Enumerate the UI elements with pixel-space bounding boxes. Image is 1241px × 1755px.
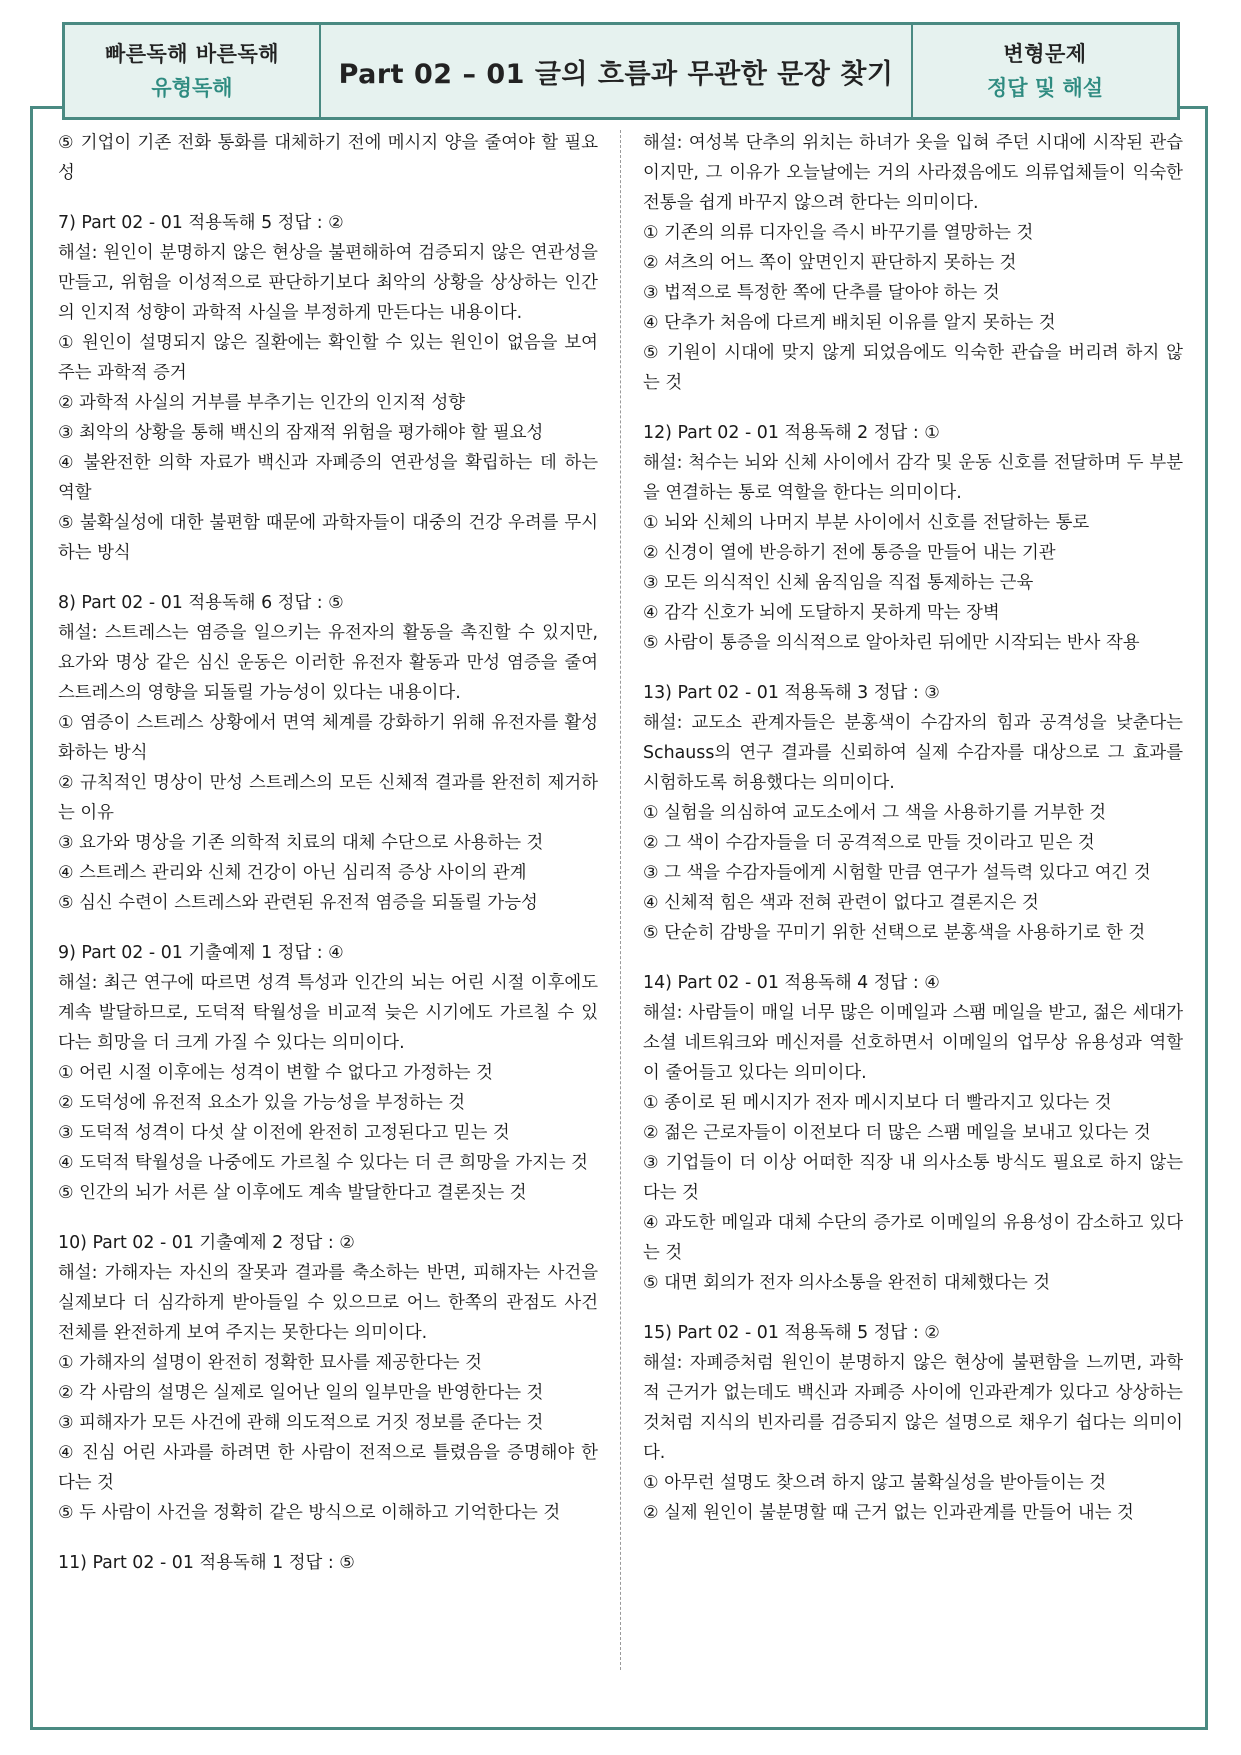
explanation-text: 해설: 스트레스는 염증을 일으키는 유전자의 활동을 촉진할 수 있지만, 요가와 명상 같은 심신 운동은 이러한 유전자 활동과 만성 염증을 줄여 스트레스의 영향을 되돌릴 가능성이 있다는 내용이다.	[58, 623, 598, 703]
answer-heading: 8) Part 02 - 01 적용독해 6 정답 : ⑤	[58, 593, 344, 613]
column-divider	[620, 130, 621, 1670]
choice-item: ③ 그 색을 수감자들에게 시험할 만큼 연구가 설득력 있다고 여긴 것	[643, 863, 1151, 883]
answer-heading: 13) Part 02 - 01 적용독해 3 정답 : ③	[643, 683, 940, 703]
page-title: Part 02 – 01 글의 흐름과 무관한 문장 찾기	[338, 58, 894, 90]
explanation-text: 해설: 교도소 관계자들은 분홍색이 수감자의 힘과 공격성을 낮춘다는 Schauss의 연구 결과를 신뢰하여 실제 수감자를 대상으로 그 효과를 시험하도록 허용했다는 의미이다.	[643, 713, 1183, 793]
answer-heading: 14) Part 02 - 01 적용독해 4 정답 : ④	[643, 973, 940, 993]
choice-item: ⑤ 두 사람이 사건을 정확히 같은 방식으로 이해하고 기억한다는 것	[58, 1503, 561, 1523]
explanation-text: 해설: 자폐증처럼 원인이 분명하지 않은 현상에 불편함을 느끼면, 과학적 근거가 없는데도 백신과 자폐증 사이에 인과관계가 있다고 상상하는 것처럼 지식의 빈자리를 검증되지 않은 설명으로 채우기 쉽다는 의미이다.	[643, 1353, 1183, 1463]
choice-item: ⑤ 불확실성에 대한 불편함 때문에 과학자들이 대중의 건강 우려를 무시하는 방식	[58, 513, 598, 563]
left-column	[58, 128, 598, 1578]
choice-item: ④ 과도한 메일과 대체 수단의 증가로 이메일의 유용성이 감소하고 있다는 것	[643, 1213, 1183, 1263]
choice-item: ① 원인이 설명되지 않은 질환에는 확인할 수 있는 원인이 없음을 보여 주는 과학적 증거	[58, 333, 598, 383]
choice-item: ③ 최악의 상황을 통해 백신의 잠재적 위험을 평가해야 할 필요성	[58, 423, 544, 443]
choice-item: ② 신경이 열에 반응하기 전에 통증을 만들어 내는 기관	[643, 543, 1056, 563]
answer-heading: 12) Part 02 - 01 적용독해 2 정답 : ①	[643, 423, 940, 443]
right-column	[643, 128, 1183, 1528]
choice-item: ⑤ 인간의 뇌가 서른 살 이후에도 계속 발달한다고 결론짓는 것	[58, 1183, 527, 1203]
explanation-text: 해설: 여성복 단추의 위치는 하녀가 옷을 입혀 주던 시대에 시작된 관습이지만, 그 이유가 오늘날에는 거의 사라졌음에도 의류업체들이 익숙한 전통을 쉽게 바꾸지 않으려 한다는 의미이다.	[643, 133, 1183, 213]
choice-item: ⑤ 단순히 감방을 꾸미기 위한 선택으로 분홍색을 사용하기로 한 것	[643, 923, 1146, 943]
choice-item: ⑤ 대면 회의가 전자 의사소통을 완전히 대체했다는 것	[643, 1273, 1051, 1293]
header-series-name: 빠른독해 바른독해	[104, 42, 280, 66]
answer-heading: 10) Part 02 - 01 기출예제 2 정답 : ②	[58, 1233, 355, 1253]
choice-item: ① 뇌와 신체의 나머지 부분 사이에서 신호를 전달하는 통로	[643, 513, 1090, 533]
choice-item: ④ 신체적 힘은 색과 전혀 관련이 없다고 결론지은 것	[643, 893, 1039, 913]
choice-item: ③ 도덕적 성격이 다섯 살 이전에 완전히 고정된다고 믿는 것	[58, 1123, 510, 1143]
choice-item: ① 아무런 설명도 찾으려 하지 않고 불확실성을 받아들이는 것	[643, 1473, 1107, 1493]
choice-item: ③ 모든 의식적인 신체 움직임을 직접 통제하는 근육	[643, 573, 1034, 593]
choice-item: ⑤ 기업이 기존 전화 통화를 대체하기 전에 메시지 양을 줄여야 할 필요성	[58, 133, 598, 183]
choice-item: ① 실험을 의심하여 교도소에서 그 색을 사용하기를 거부한 것	[643, 803, 1107, 823]
choice-item: ⑤ 심신 수련이 스트레스와 관련된 유전적 염증을 되돌릴 가능성	[58, 893, 538, 913]
choice-item: ④ 도덕적 탁월성을 나중에도 가르칠 수 있다는 더 큰 희망을 가지는 것	[58, 1153, 588, 1173]
explanation-text: 해설: 가해자는 자신의 잘못과 결과를 축소하는 반면, 피해자는 사건을 실제보다 더 심각하게 받아들일 수 있으므로 어느 한쪽의 관점도 사건 전체를 완전하게 보여 주지는 못한다는 의미이다.	[58, 1263, 598, 1343]
header-section	[913, 25, 1177, 117]
header-book-type: 유형독해	[151, 76, 233, 100]
choice-item: ① 염증이 스트레스 상황에서 면역 체계를 강화하기 위해 유전자를 활성화하는 방식	[58, 713, 598, 763]
answer-heading: 9) Part 02 - 01 기출예제 1 정답 : ④	[58, 943, 344, 963]
answer-heading: 7) Part 02 - 01 적용독해 5 정답 : ②	[58, 213, 344, 233]
choice-item: ② 그 색이 수감자들을 더 공격적으로 만들 것이라고 믿은 것	[643, 833, 1095, 853]
choice-item: ② 셔츠의 어느 쪽이 앞면인지 판단하지 못하는 것	[643, 253, 1017, 273]
choice-item: ② 실제 원인이 불분명할 때 근거 없는 인과관계를 만들어 내는 것	[643, 1503, 1134, 1523]
choice-item: ④ 단추가 처음에 다르게 배치된 이유를 알지 못하는 것	[643, 313, 1056, 333]
header-section-label: 정답 및 해설	[986, 76, 1104, 100]
choice-item: ⑤ 사람이 통증을 의식적으로 알아차린 뒤에만 시작되는 반사 작용	[643, 633, 1140, 653]
choice-item: ① 가해자의 설명이 완전히 정확한 묘사를 제공한다는 것	[58, 1353, 482, 1373]
choice-item: ③ 법적으로 특정한 쪽에 단추를 달아야 하는 것	[643, 283, 1000, 303]
choice-item: ③ 기업들이 더 이상 어떠한 직장 내 의사소통 방식도 필요로 하지 않는다는 것	[643, 1153, 1183, 1203]
choice-item: ② 젊은 근로자들이 이전보다 더 많은 스팸 메일을 보내고 있다는 것	[643, 1123, 1151, 1143]
choice-item: ⑤ 기원이 시대에 맞지 않게 되었음에도 익숙한 관습을 버리려 하지 않는 것	[643, 343, 1183, 393]
explanation-text: 해설: 사람들이 매일 너무 많은 이메일과 스팸 메일을 받고, 젊은 세대가 소셜 네트워크와 메신저를 선호하면서 이메일의 업무상 유용성과 역할이 줄어들고 있다는 의미이다.	[643, 1003, 1183, 1083]
header-book-title	[65, 25, 321, 117]
choice-item: ④ 스트레스 관리와 신체 건강이 아닌 심리적 증상 사이의 관계	[58, 863, 527, 883]
page-header	[62, 22, 1180, 120]
choice-item: ① 어린 시절 이후에는 성격이 변할 수 없다고 가정하는 것	[58, 1063, 493, 1083]
choice-item: ④ 감각 신호가 뇌에 도달하지 못하게 막는 장벽	[643, 603, 1000, 623]
explanation-text: 해설: 원인이 분명하지 않은 현상을 불편해하여 검증되지 않은 연관성을 만들고, 위험을 이성적으로 판단하기보다 최악의 상황을 상상하는 인간의 인지적 성향이 과학적 사실을 부정하게 만든다는 내용이다.	[58, 243, 598, 323]
choice-item: ② 각 사람의 설명은 실제로 일어난 일의 일부만을 반영한다는 것	[58, 1383, 544, 1403]
choice-item: ③ 요가와 명상을 기존 의학적 치료의 대체 수단으로 사용하는 것	[58, 833, 544, 853]
header-chapter	[321, 25, 913, 117]
header-section-type: 변형문제	[1003, 42, 1087, 66]
choice-item: ③ 피해자가 모든 사건에 관해 의도적으로 거짓 정보를 준다는 것	[58, 1413, 544, 1433]
choice-item: ④ 불완전한 의학 자료가 백신과 자폐증의 연관성을 확립하는 데 하는 역할	[58, 453, 598, 503]
choice-item: ① 기존의 의류 디자인을 즉시 바꾸기를 열망하는 것	[643, 223, 1034, 243]
choice-item: ② 과학적 사실의 거부를 부추기는 인간의 인지적 성향	[58, 393, 466, 413]
answer-heading: 15) Part 02 - 01 적용독해 5 정답 : ②	[643, 1323, 940, 1343]
choice-item: ② 도덕성에 유전적 요소가 있을 가능성을 부정하는 것	[58, 1093, 466, 1113]
answer-heading: 11) Part 02 - 01 적용독해 1 정답 : ⑤	[58, 1553, 355, 1573]
explanation-text: 해설: 최근 연구에 따르면 성격 특성과 인간의 뇌는 어린 시절 이후에도 계속 발달하므로, 도덕적 탁월성을 비교적 늦은 시기에도 가르칠 수 있다는 희망을 더 크게 가질 수 있다는 의미이다.	[58, 973, 598, 1053]
choice-item: ② 규칙적인 명상이 만성 스트레스의 모든 신체적 결과를 완전히 제거하는 이유	[58, 773, 598, 823]
explanation-text: 해설: 척수는 뇌와 신체 사이에서 감각 및 운동 신호를 전달하며 두 부분을 연결하는 통로 역할을 한다는 의미이다.	[643, 453, 1183, 503]
choice-item: ① 종이로 된 메시지가 전자 메시지보다 더 빨라지고 있다는 것	[643, 1093, 1112, 1113]
choice-item: ④ 진심 어린 사과를 하려면 한 사람이 전적으로 틀렸음을 증명해야 한다는 것	[58, 1443, 598, 1493]
